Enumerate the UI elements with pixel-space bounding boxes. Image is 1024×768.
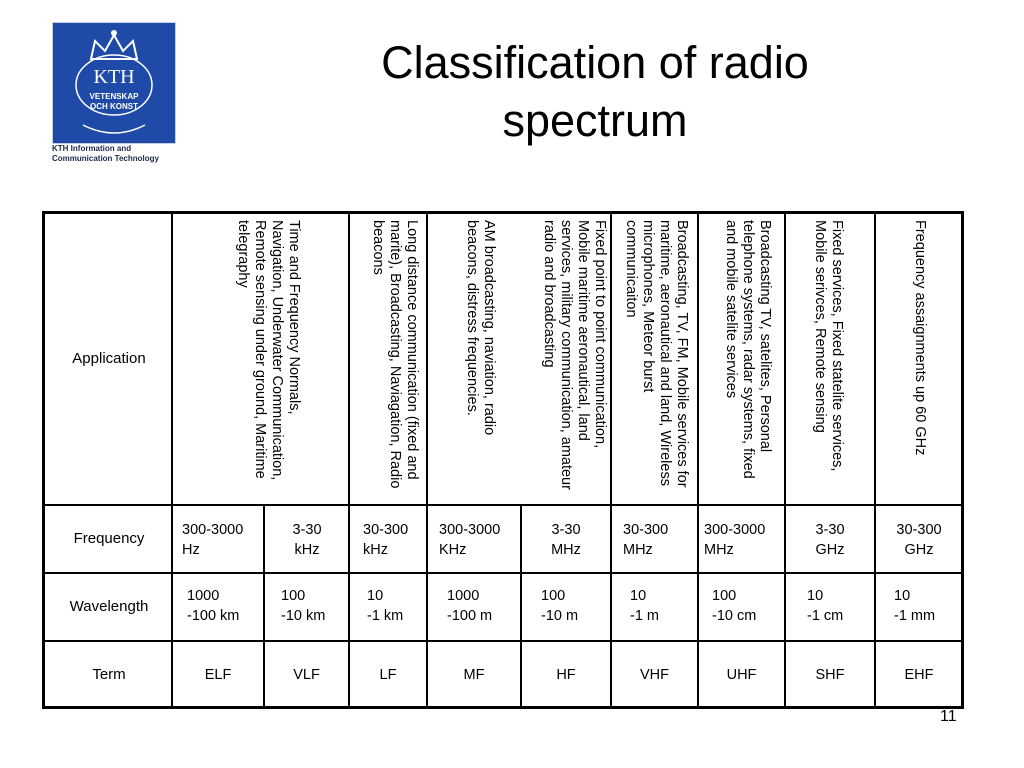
frequency-cell: 30-300 GHz: [896, 522, 942, 558]
column-divider: [348, 214, 350, 706]
frequency-cell: 3-30 GHz: [815, 522, 845, 558]
page-number: 11: [940, 708, 957, 725]
wavelength-cell: 10 -1 m: [630, 588, 659, 624]
wavelength-cell: 10 -1 cm: [807, 588, 844, 624]
column-divider: [784, 214, 786, 706]
frequency-cell: 3-30 kHz: [292, 522, 322, 558]
title-line-2: spectrum: [502, 95, 688, 146]
column-divider: [426, 214, 428, 706]
row-divider: [45, 504, 961, 506]
crown-emblem-icon: [53, 23, 175, 143]
wavelength-cell: 1000 -100 km: [187, 588, 240, 624]
svg-text:OCH KONST: OCH KONST: [90, 102, 138, 111]
term-cell: MF: [463, 667, 485, 683]
term-cell: LF: [379, 667, 397, 683]
logo-caption: KTH Information and Communication Technology: [52, 144, 159, 163]
wavelength-cell: 100 -10 cm: [712, 588, 757, 624]
term-cell: VHF: [640, 667, 669, 683]
term-cell: HF: [556, 667, 576, 683]
term-cell: VLF: [293, 667, 320, 683]
slide-title: [300, 34, 890, 150]
term-cell: ELF: [204, 667, 232, 683]
column-divider: [610, 214, 612, 706]
wavelength-cell: 10 -1 mm: [894, 588, 936, 624]
wavelength-cell: 100 -10 m: [541, 588, 579, 624]
row-header-frequency: Frequency: [73, 530, 145, 547]
row-header-wavelength: Wavelength: [69, 598, 149, 615]
title-line-1: Classification of radio: [381, 37, 809, 88]
row-header-term: Term: [92, 666, 126, 683]
wavelength-cell: 10 -1 km: [367, 588, 404, 624]
term-cell: EHF: [904, 667, 934, 683]
kth-emblem: [52, 22, 176, 144]
term-cell: UHF: [726, 667, 757, 683]
frequency-cell: 300-3000 KHz: [439, 522, 501, 558]
term-cell: SHF: [815, 667, 845, 683]
spectrum-table: Application Frequency Wavelength Term Time and Frequency Normals, Navigation, Underwater Communication, Remote sensing under ground, Maritime telegraphy Long distance communication (fixed and marite), Broadcasting, Naviagation, Radio beacons AM broadcasting, naviation, radio beacons, distress frequencies. Fixed point to point communication, Mobile maritime aeronautical, land services, military communication, amateur radio and broadcasting Broadcasting, TV, FM, Mobile services for maritime, aeronautical and land, Wireless microphones, Meteor burst communicaiton Broadcasting TV, satelites, Personal telephone systems, radar systems, fixed and mobile satelite services Fixed services, Fixed statelite services, Mobile serivces, Remote sensing Frequency assaignments up 60 GHz 300-3000 Hz 3-30 kHz 30-300 kHz 300-3000 KHz 3-30 MHz 30-300 MHz 300-3000 MHz 3-30 GHz 30-300 GHz 1000 -100 km 100 -10 km 10 -1 km 1000 -100 m 100 -10 m 10 -1 m 100 -10 cm 10 -1 cm 10 -1 mm ELF VLF LF MF HF VHF UHF SHF EHF: [42, 211, 964, 709]
column-divider: [697, 214, 699, 706]
column-divider: [874, 214, 876, 706]
frequency-cell: 30-300 kHz: [363, 522, 409, 558]
frequency-cell: 30-300 MHz: [623, 522, 669, 558]
kth-logo: [52, 22, 192, 162]
svg-text:VETENSKAP: VETENSKAP: [89, 92, 139, 101]
frequency-cell: 300-3000 Hz: [182, 522, 244, 558]
frequency-cell: 300-3000 MHz: [704, 522, 766, 558]
row-divider: [45, 572, 961, 574]
column-divider: [171, 214, 173, 706]
row-divider: [45, 640, 961, 642]
wavelength-cell: 1000 -100 m: [447, 588, 493, 624]
wavelength-cell: 100 -10 km: [281, 588, 326, 624]
frequency-cell: 3-30 MHz: [551, 522, 581, 558]
row-header-application: Application: [72, 350, 146, 367]
svg-text:KTH: KTH: [93, 66, 135, 88]
